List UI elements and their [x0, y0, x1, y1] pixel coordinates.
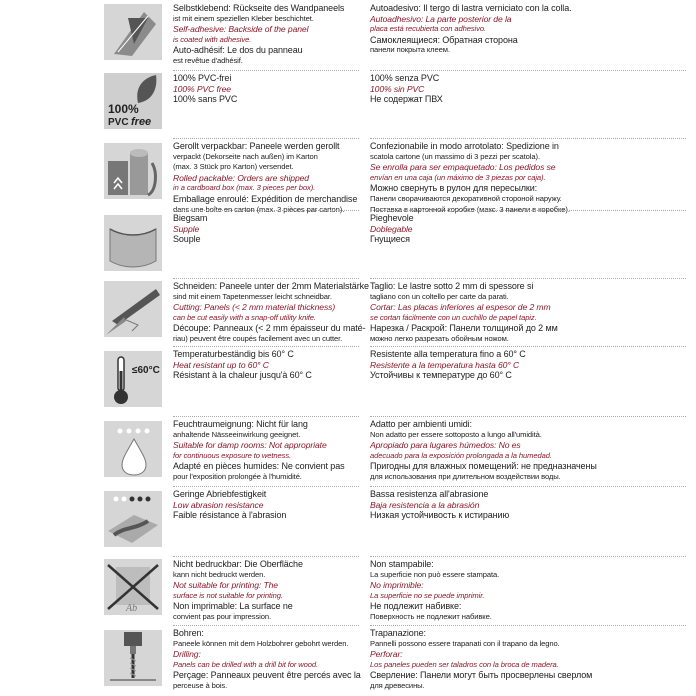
feature-text-left [173, 628, 363, 692]
feature-line: pour l'exposition prolongée à l'humidité. [173, 471, 302, 481]
svg-text:≤60°C: ≤60°C [132, 365, 160, 376]
feature-line: Не подлежит набивке: [370, 601, 462, 612]
utility-knife-icon [104, 281, 162, 337]
feature-line: is coated with adhesive. [173, 34, 252, 44]
row-divider [173, 486, 359, 487]
feature-line: scatola cartone (un massimo di 3 pezzi per scatola). [370, 151, 540, 161]
thermometer-icon [104, 351, 162, 407]
feature-line: Устойчивы к температуре до 60° C [370, 370, 512, 381]
feature-text-left [173, 419, 363, 483]
feature-line: La superficie no se puede imprimir. [370, 590, 485, 600]
feature-line: Suitable for damp rooms: Not appropriate [173, 440, 327, 451]
feature-line: Adapté en pièces humides: Ne convient pas [173, 461, 345, 472]
feature-line: Taglio: Le lastre sotto 2 mm di spessore si [370, 281, 534, 291]
feature-line: можно легко разрезать обойным ножом. [370, 333, 509, 343]
feature-text-left [173, 213, 363, 245]
feature-line: Поверхность не подлежит набивке. [370, 611, 492, 621]
feature-line: Поставка в картонной коробке (макс. 3 панели в коробке). [370, 204, 570, 214]
feature-line: Self-adhesive: Backside of the panel [173, 24, 309, 35]
feature-line: для использования при длительном воздействии воды. [370, 471, 561, 481]
peel-adhesive-icon [104, 4, 162, 60]
feature-line: Гнущиеся [370, 234, 410, 245]
no-print-icon [104, 559, 162, 615]
feature-line: La superficie non può essere stampata. [370, 569, 500, 579]
rolled-box-icon [104, 143, 162, 199]
row-divider [370, 346, 686, 347]
feature-line: Можно свернуть в рулон для пересылки: [370, 183, 538, 194]
water-drop-icon [104, 421, 162, 477]
feature-text-right [370, 141, 690, 215]
row-divider [370, 138, 686, 139]
feature-line: envían en una caja (un máximo de 3 piezas por caja). [370, 172, 546, 182]
feature-text-left [173, 489, 363, 521]
feature-line: 100% PVC free [173, 83, 231, 94]
feature-line: sind mit einem Tapetenmesser leicht schneidbar. [173, 291, 332, 301]
feature-text-right [370, 73, 690, 105]
row-divider [370, 416, 686, 417]
feature-line: se cortan fácilmente con un cuchillo de papel tapiz. [370, 312, 537, 322]
feature-line: adecuado para la exposición prolongada a la humedad. [370, 450, 552, 460]
feature-line: anhaltende Nässeeinwirkung geeignet. [173, 429, 301, 439]
feature-line: Non adatto per essere sottoposto a lungo all'umidità. [370, 429, 542, 439]
abrasion-hand-icon [104, 491, 162, 547]
feature-line: Bassa resistenza all'abrasione [370, 489, 489, 499]
feature-text-right [370, 281, 690, 345]
feature-text-left [173, 559, 363, 623]
feature-line: can be cut easily with a snap-off utility knife. [173, 312, 316, 322]
feature-line: convient pas pour impression. [173, 611, 271, 621]
feature-line: Los paneles pueden ser taladros con la broca de madera. [370, 659, 559, 669]
feature-line: Biegsam [173, 213, 208, 223]
feature-text-left [173, 349, 363, 381]
feature-line: Découpe: Panneaux (< 2 mm épaisseur du maté- [173, 323, 366, 334]
feature-line: Souple [173, 234, 201, 245]
feature-line: Geringe Abriebfestigkeit [173, 489, 267, 499]
row-divider [173, 346, 359, 347]
feature-line: Нарезка / Раскрой: Панели толщиной до 2 мм [370, 323, 558, 334]
feature-line: Pieghevole [370, 213, 414, 223]
feature-line: Baja resistencia a la abrasión [370, 499, 480, 510]
feature-line: placa está recubierta con adhesivo. [370, 24, 486, 34]
feature-line: verpackt (Dekorseite nach außen) im Karton [173, 151, 318, 161]
feature-line: Resistente alla temperatura fino a 60° C [370, 349, 526, 359]
feature-line: Schneiden: Paneele unter der 2mm Materialstärke [173, 281, 369, 291]
svg-text:PVC: PVC [108, 117, 129, 128]
feature-line: Gerollt verpackbar: Paneele werden gerollt [173, 141, 340, 151]
feature-line: 100% PVC-frei [173, 73, 232, 83]
feature-line: Confezionabile in modo arrotolato: Spedizione in [370, 141, 559, 151]
feature-line: Не содержат ПВХ [370, 94, 443, 105]
feature-line: Панели сворачиваются декоративной стороной наружу. [370, 193, 562, 203]
svg-text:100%: 100% [108, 102, 139, 116]
feature-line: 100% sin PVC [370, 83, 425, 94]
feature-line: Temperaturbeständig bis 60° C [173, 349, 294, 359]
feature-line: Feuchtraumeignung: Nicht für lang [173, 419, 308, 429]
feature-line: Supple [173, 223, 200, 234]
feature-line: Apropiado para lugares húmedos: No es [370, 440, 521, 451]
feature-line: Low abrasion resistance [173, 499, 264, 510]
feature-line: Auto-adhésif: Le dos du panneau [173, 45, 303, 56]
feature-line: Panels can be drilled with a drill bit for wood. [173, 659, 319, 669]
feature-text-left [173, 141, 363, 215]
row-divider [370, 556, 686, 557]
feature-line: Paneele können mit dem Holzbohrer gebohrt werden. [173, 638, 349, 648]
row-divider [173, 138, 359, 139]
feature-line: 100% senza PVC [370, 73, 440, 83]
feature-line: Cutting: Panels (< 2 mm material thickness) [173, 302, 336, 313]
drill-icon [104, 630, 162, 686]
feature-text-right [370, 213, 690, 245]
feature-line: 100% sans PVC [173, 94, 238, 105]
feature-text-right [370, 559, 690, 623]
feature-line: est revêtue d'adhésif. [173, 55, 243, 65]
feature-line: Nicht bedruckbar: Die Oberfläche [173, 559, 303, 569]
svg-text:free: free [131, 116, 152, 128]
feature-line: tagliano con un coltello per carte da parati. [370, 291, 509, 301]
feature-line: Non imprimable: La surface ne [173, 601, 293, 612]
feature-text-right [370, 489, 690, 521]
row-divider [173, 556, 359, 557]
row-divider [370, 278, 686, 279]
feature-line: Самоклеящиеся: Обратная сторона [370, 34, 518, 45]
feature-text-left [173, 3, 363, 67]
feature-line: riau) peuvent être coupés facilement avec un cutter. [173, 333, 343, 343]
feature-line: Perforar: [370, 649, 403, 660]
feature-line: in a cardboard box (max. 3 pieces per box). [173, 183, 316, 193]
feature-line: Trapanazione: [370, 628, 426, 638]
feature-line: Faible résistance à l'abrasion [173, 510, 287, 521]
feature-line: ist mit einem speziellen Kleber beschichtet. [173, 13, 314, 23]
feature-line: Cortar: Las placas inferiores al espesor de 2 mm [370, 302, 551, 313]
feature-line: Selbstklebend: Rückseite des Wandpaneels [173, 3, 345, 13]
feature-text-left [173, 73, 363, 105]
feature-line: kann nicht bedruckt werden. [173, 569, 266, 579]
feature-line: Пригодны для влажных помещений: не предназначены [370, 461, 597, 472]
feature-line: Drilling: [173, 649, 201, 660]
feature-line: Resistente a la temperatura hasta 60° C [370, 359, 520, 370]
row-divider [173, 278, 359, 279]
row-divider [370, 625, 686, 626]
row-divider [173, 416, 359, 417]
row-divider [173, 625, 359, 626]
feature-line: Сверление: Панели могут быть просверлены сверлом [370, 670, 593, 681]
feature-line: dans une boîte en carton (max. 3 pièces par carton). [173, 204, 345, 214]
bent-panel-icon [104, 215, 162, 271]
feature-text-left [173, 281, 369, 345]
feature-line: Rolled packable: Orders are shipped [173, 172, 309, 183]
feature-text-right [370, 419, 690, 483]
feature-line: Autoadesivo: Il tergo di lastra verniciato con la colla. [370, 3, 572, 13]
row-divider [173, 70, 359, 71]
svg-text:Ab: Ab [126, 603, 138, 614]
row-divider [370, 486, 686, 487]
feature-line: Heat resistant up to 60° C [173, 359, 269, 370]
feature-line: for continuous exposure to wetness. [173, 450, 292, 460]
feature-line: Doblegable [370, 223, 413, 234]
feature-line: (max. 3 Stück pro Karton) versendet. [173, 162, 294, 172]
feature-line: Emballage enroulé: Expédition de merchandise [173, 193, 358, 204]
feature-line: surface is not suitable for printing. [173, 590, 283, 600]
feature-line: Se enrolla para ser empaquetado: Los pedidos se [370, 162, 556, 173]
feature-line: Низкая устойчивость к истиранию [370, 510, 510, 521]
feature-line: Non stampabile: [370, 559, 434, 569]
pvc-free-leaf-icon [104, 73, 162, 129]
row-divider [370, 210, 686, 211]
feature-line: Bohren: [173, 628, 204, 638]
feature-line: панели покрыта клеем. [370, 45, 450, 55]
feature-line: для древесины. [370, 680, 425, 690]
feature-line: Résistant à la chaleur jusqu'à 60° C [173, 370, 312, 381]
feature-text-right [370, 349, 690, 381]
feature-text-right [370, 628, 690, 692]
feature-line: Perçage: Panneaux peuvent être percés avec la [173, 670, 361, 681]
feature-line: perceuse à bois. [173, 680, 228, 690]
feature-text-right [370, 3, 690, 56]
row-divider [370, 70, 686, 71]
feature-line: Adatto per ambienti umidi: [370, 419, 472, 429]
feature-line: Pannelli possono essere trapanati con il trapano da legno. [370, 638, 560, 648]
feature-line: Autoadhesivo: La parte posterior de la [370, 13, 512, 24]
feature-line: Not suitable for printing: The [173, 580, 278, 591]
feature-line: No imprimible: [370, 580, 424, 591]
row-divider [173, 210, 359, 211]
